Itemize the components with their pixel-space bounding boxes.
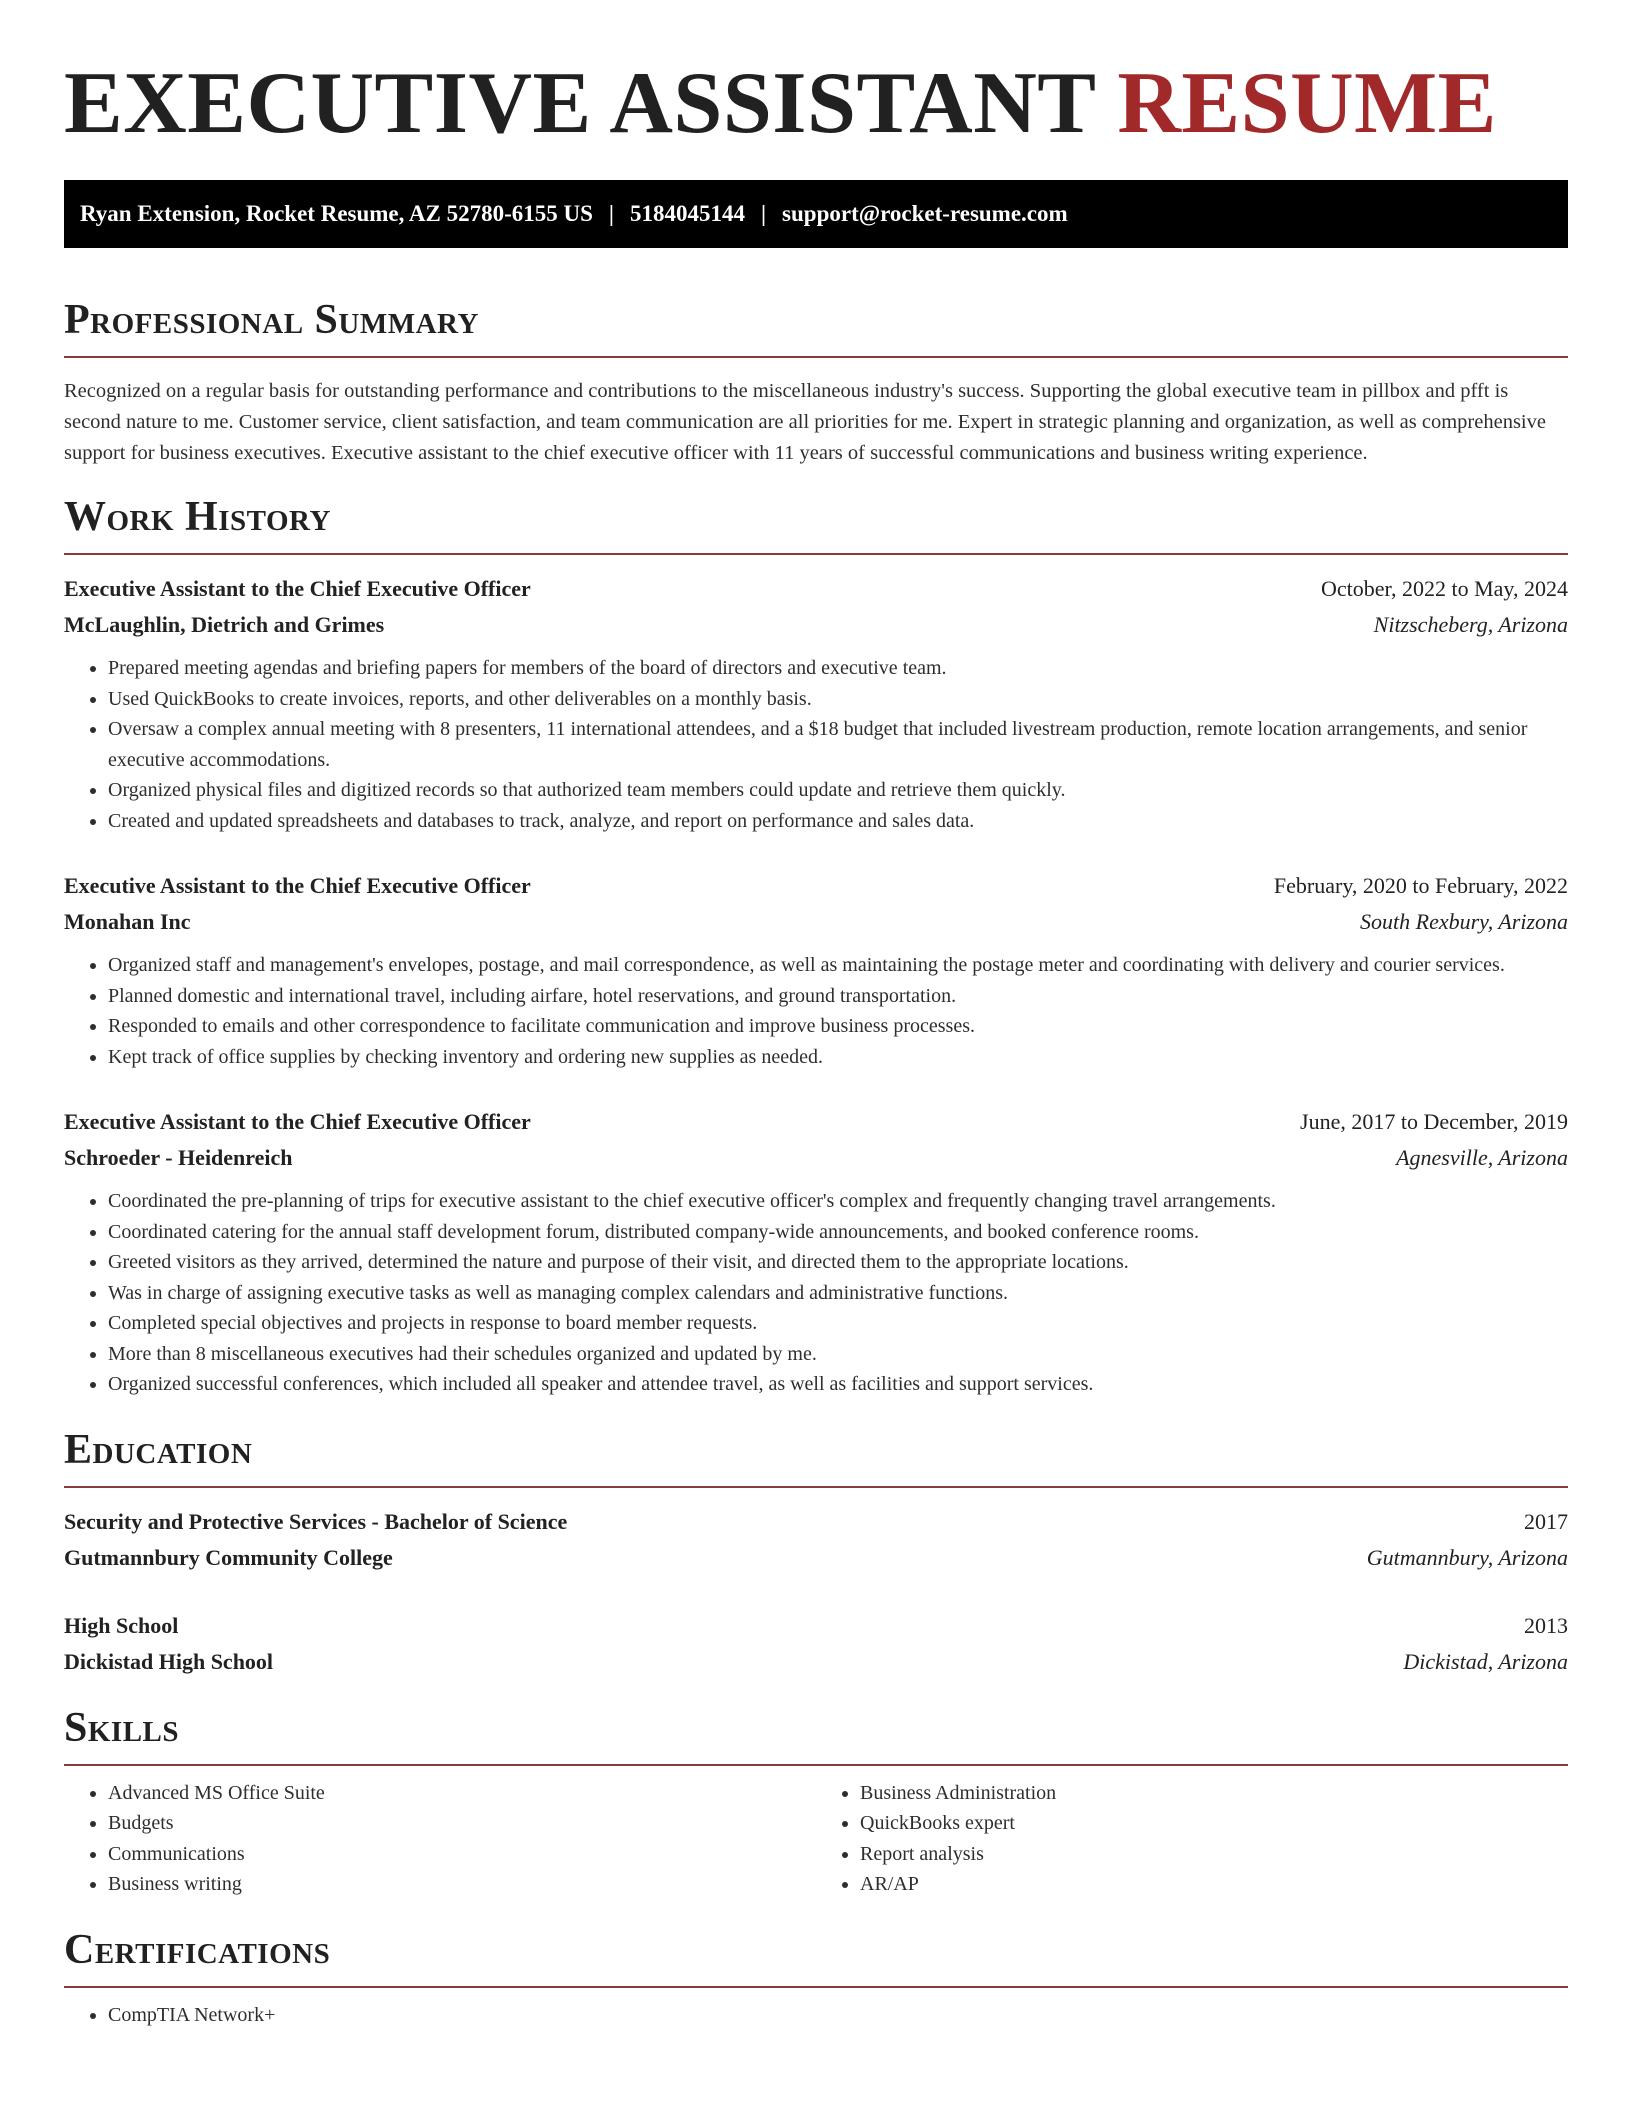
skill-item: • QuickBooks expert bbox=[860, 1808, 1568, 1839]
job-duty: • Kept track of office supplies by checking inventory and ordering new supplies as needed. bbox=[108, 1042, 1568, 1073]
education-heading: Education bbox=[64, 1426, 253, 1473]
job-duty: • Coordinated catering for the annual staff development forum, distributed company-wide announcements, and booked conference rooms. bbox=[108, 1217, 1568, 1248]
summary-section bbox=[64, 294, 1568, 469]
job-location: Agnesville, Arizona bbox=[1396, 1145, 1568, 1170]
job-header-row bbox=[64, 868, 1568, 904]
work-history-heading: Work History bbox=[64, 494, 331, 540]
education-school: Gutmannbury Community College bbox=[64, 1544, 393, 1570]
job-dates: October, 2022 to May, 2024 bbox=[1321, 576, 1568, 601]
job-company: Monahan Inc bbox=[64, 909, 191, 934]
job-dates: June, 2017 to December, 2019 bbox=[1300, 1109, 1568, 1134]
skills-heading: Skills bbox=[64, 1704, 180, 1751]
certifications-list bbox=[64, 2000, 1568, 2031]
job-duty: • Organized physical files and digitized records so that authorized team members could update and retrieve them quickly. bbox=[108, 775, 1568, 806]
skill-item: • Business Administration bbox=[860, 1778, 1568, 1809]
job-title: Executive Assistant to the Chief Executive Officer bbox=[64, 873, 531, 898]
summary-text: Recognized on a regular basis for outstanding performance and contributions to the miscellaneous industry's success. Supporting the global executive team in pillbox and pfft is second nature to me. Customer service, client satisfaction, and team communication are all priorities for me. Expert in strategic planning and organization, as well as comprehensive support for business executives. Executive assistant to the chief executive officer with 11 years of successful communications and business writing experience. bbox=[64, 380, 1546, 464]
certification-item: • CompTIA Network+ bbox=[108, 2000, 1568, 2031]
skill-item: • AR/AP bbox=[860, 1869, 1568, 1900]
skill-item: • Communications bbox=[108, 1839, 816, 1870]
summary-heading: Professional Summary bbox=[64, 297, 479, 343]
skill-item: • Advanced MS Office Suite bbox=[108, 1778, 816, 1809]
job-duty: • Greeted visitors as they arrived, determined the nature and purpose of their visit, and directed them to the appropriate locations. bbox=[108, 1247, 1568, 1278]
title-accent: RESUME bbox=[1117, 55, 1497, 152]
job-duty: • Responded to emails and other correspondence to facilitate communication and improve business processes. bbox=[108, 1011, 1568, 1042]
job-duty: • Was in charge of assigning executive tasks as well as managing complex calendars and administrative functions. bbox=[108, 1278, 1568, 1309]
skills-left-column bbox=[64, 1778, 816, 1900]
job-location: South Rexbury, Arizona bbox=[1360, 909, 1568, 934]
job-company: McLaughlin, Dietrich and Grimes bbox=[64, 612, 385, 637]
skill-item: • Budgets bbox=[108, 1808, 816, 1839]
contact-separator: | bbox=[760, 201, 767, 226]
section-divider bbox=[64, 553, 1568, 555]
education-location: Dickistad, Arizona bbox=[1403, 1648, 1568, 1674]
education-school-row bbox=[64, 1540, 1568, 1576]
skills-section bbox=[64, 1702, 1568, 1900]
education-entry bbox=[64, 1504, 1568, 1576]
contact-address: Ryan Extension, Rocket Resume, AZ 52780-6155 US bbox=[80, 201, 593, 226]
job-duty: • Created and updated spreadsheets and databases to track, analyze, and report on performance and sales data. bbox=[108, 806, 1568, 837]
skills-right-column bbox=[816, 1778, 1568, 1900]
job-duty: • Completed special objectives and projects in response to board member requests. bbox=[108, 1308, 1568, 1339]
job-entry bbox=[64, 868, 1568, 1072]
job-title: Executive Assistant to the Chief Executive Officer bbox=[64, 1109, 531, 1134]
education-header-row bbox=[64, 1504, 1568, 1540]
job-duties bbox=[64, 1186, 1568, 1400]
job-company-row bbox=[64, 1140, 1568, 1176]
section-divider bbox=[64, 356, 1568, 358]
job-company-row bbox=[64, 904, 1568, 940]
job-company: Schroeder - Heidenreich bbox=[64, 1145, 293, 1170]
job-duty: • More than 8 miscellaneous executives had their schedules organized and updated by me. bbox=[108, 1339, 1568, 1370]
job-entry bbox=[64, 571, 1568, 836]
job-duty: • Prepared meeting agendas and briefing papers for members of the board of directors and executive team. bbox=[108, 653, 1568, 684]
skill-item: • Report analysis bbox=[860, 1839, 1568, 1870]
job-duty: • Organized staff and management's envelopes, postage, and mail correspondence, as well as maintaining the postage meter and coordinating with delivery and courier services. bbox=[108, 950, 1568, 981]
job-title: Executive Assistant to the Chief Executive Officer bbox=[64, 576, 531, 601]
job-duty: • Used QuickBooks to create invoices, reports, and other deliverables on a monthly basis. bbox=[108, 684, 1568, 715]
education-degree: Security and Protective Services - Bachelor of Science bbox=[64, 1508, 568, 1534]
job-duty: • Organized successful conferences, which included all speaker and attendee travel, as well as facilities and support services. bbox=[108, 1369, 1568, 1400]
skills-grid bbox=[64, 1778, 1568, 1900]
work-history-section bbox=[64, 491, 1568, 1400]
skill-item: • Business writing bbox=[108, 1869, 816, 1900]
job-company-row bbox=[64, 607, 1568, 643]
education-degree: High School bbox=[64, 1612, 179, 1638]
education-school-row bbox=[64, 1644, 1568, 1680]
education-school: Dickistad High School bbox=[64, 1648, 274, 1674]
job-dates: February, 2020 to February, 2022 bbox=[1273, 873, 1568, 898]
education-header-row bbox=[64, 1608, 1568, 1644]
job-duty: • Oversaw a complex annual meeting with 8 presenters, 11 international attendees, and a $18 budget that included livestream production, remote location arrangements, and senior executive accommodations. bbox=[108, 714, 1568, 775]
job-duty: • Planned domestic and international travel, including airfare, hotel reservations, and ground transportation. bbox=[108, 981, 1568, 1012]
job-entry bbox=[64, 1104, 1568, 1400]
education-year: 2017 bbox=[1524, 1508, 1568, 1534]
job-duties bbox=[64, 950, 1568, 1072]
education-year: 2013 bbox=[1524, 1612, 1568, 1638]
section-divider bbox=[64, 1764, 1568, 1766]
contact-phone: 5184045144 bbox=[629, 201, 745, 226]
title-main: EXECUTIVE ASSISTANT bbox=[64, 55, 1095, 152]
contact-bar bbox=[64, 180, 1568, 248]
section-divider bbox=[64, 1486, 1568, 1488]
job-header-row bbox=[64, 571, 1568, 607]
job-duties bbox=[64, 653, 1568, 836]
education-entry bbox=[64, 1608, 1568, 1680]
certifications-heading: Certifications bbox=[64, 1926, 331, 1973]
job-header-row bbox=[64, 1104, 1568, 1140]
certifications-section bbox=[64, 1924, 1568, 2031]
resume-title bbox=[64, 54, 1568, 154]
education-location: Gutmannbury, Arizona bbox=[1366, 1544, 1568, 1570]
contact-separator: | bbox=[608, 201, 614, 226]
section-divider bbox=[64, 1986, 1568, 1988]
education-section bbox=[64, 1424, 1568, 1680]
contact-email: support@rocket-resume.com bbox=[782, 201, 1068, 226]
job-duty: • Coordinated the pre-planning of trips for executive assistant to the chief executive officer's complex and frequently changing travel arrangements. bbox=[108, 1186, 1568, 1217]
job-location: Nitzscheberg, Arizona bbox=[1373, 612, 1568, 637]
